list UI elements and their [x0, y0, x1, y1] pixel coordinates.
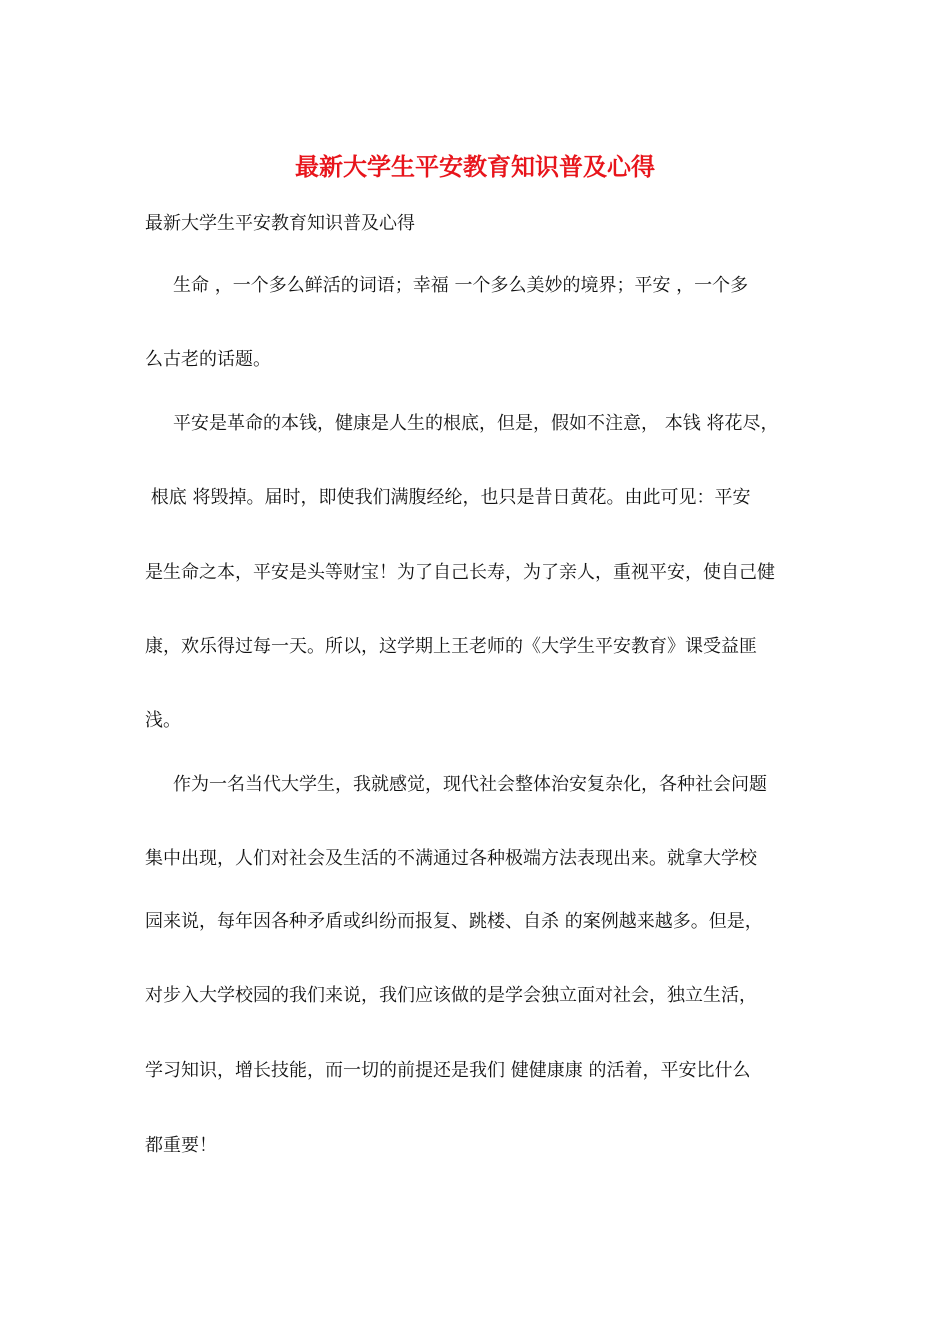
paragraph-2-line-1: 平安是革命的本钱，健康是人生的根底，但是，假如不注意， 本钱 将花尽，	[173, 413, 779, 434]
document-subtitle: 最新大学生平安教育知识普及心得	[145, 213, 415, 234]
document-title: 最新大学生平安教育知识普及心得	[295, 153, 655, 181]
paragraph-2-line-4: 康，欢乐得过每一天。所以，这学期上王老师的《大学生平安教育》课受益匪	[145, 636, 757, 657]
paragraph-2-line-2: 根底 将毁掉。届时，即使我们满腹经纶，也只是昔日黄花。由此可见：平安	[145, 487, 751, 508]
paragraph-1-line-2: 么古老的话题。	[145, 349, 271, 370]
paragraph-3-line-1: 作为一名当代大学生，我就感觉，现代社会整体治安复杂化，各种社会问题	[173, 774, 767, 795]
paragraph-2-line-5: 浅。	[145, 710, 181, 731]
paragraph-3-line-5: 学习知识，增长技能，而一切的前提还是我们 健健康康 的活着，平安比什么	[145, 1060, 751, 1081]
paragraph-3-line-6: 都重要！	[145, 1135, 217, 1156]
paragraph-1-line-1: 生命 ，一个多么鲜活的词语；幸福 一个多么美妙的境界；平安 ，一个多	[173, 275, 749, 296]
paragraph-3-line-3: 园来说，每年因各种矛盾或纠纷而报复、跳楼、自杀 的案例越来越多。但是，	[145, 911, 763, 932]
paragraph-3-line-4: 对步入大学校园的我们来说，我们应该做的是学会独立面对社会，独立生活，	[145, 985, 757, 1006]
paragraph-3-line-2: 集中出现，人们对社会及生活的不满通过各种极端方法表现出来。就拿大学校	[145, 848, 757, 869]
paragraph-2-line-3: 是生命之本，平安是头等财宝！为了自己长寿，为了亲人，重视平安，使自己健	[145, 562, 775, 583]
